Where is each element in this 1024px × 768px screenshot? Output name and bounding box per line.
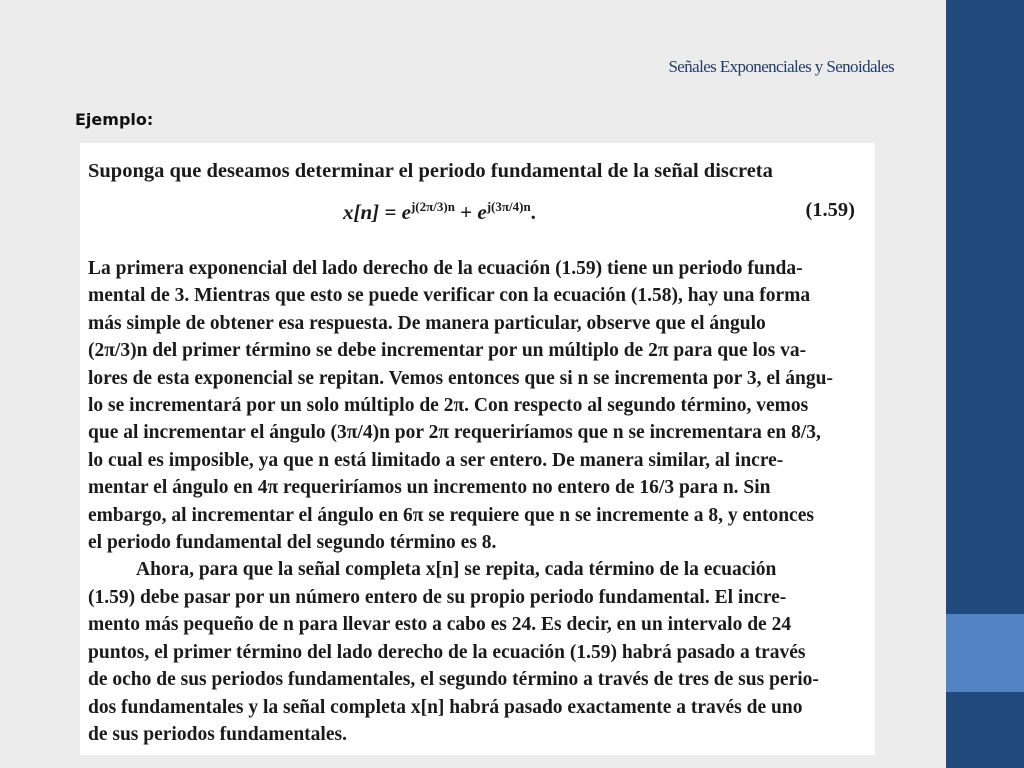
equation-plus: + bbox=[454, 200, 478, 224]
intro-sentence: Suponga que deseamos determinar el periodo fundamental de la señal discreta bbox=[88, 160, 773, 182]
text-line: mental de 3. Mientras que esto se puede verificar con la ecuación (1.58), hay una forma bbox=[88, 285, 811, 307]
sidebar-accent-block bbox=[946, 614, 1024, 692]
text-line: (1.59) debe pasar por un número entero de su propio periodo fundamental. El incre- bbox=[88, 586, 787, 608]
equation-end: . bbox=[530, 200, 536, 224]
text-line: más simple de obtener esa respuesta. De manera particular, observe que el ángulo bbox=[88, 312, 766, 334]
text-line: La primera exponencial del lado derecho de la ecuación (1.59) tiene un periodo funda- bbox=[88, 258, 803, 279]
text-line: embargo, al incrementar el ángulo en 6π se requiere que n se incremente a 8, y entonces bbox=[88, 504, 814, 526]
sidebar-decoration bbox=[946, 0, 1024, 768]
equation-row bbox=[88, 195, 863, 255]
paragraph-1 bbox=[88, 255, 863, 556]
text-line: de ocho de sus periodos fundamentales, el segundo término a través de tres de sus perio- bbox=[88, 669, 819, 691]
equation-term1-base: e bbox=[401, 200, 411, 224]
equation-lhs: x[n] = bbox=[343, 200, 402, 224]
equation-term2-base: e bbox=[477, 200, 487, 224]
equation bbox=[343, 199, 536, 225]
text-line: mentar el ángulo en 4π requeriríamos un incremento no entero de 16/3 para n. Sin bbox=[88, 477, 771, 499]
equation-term1-exponent: j(2π/3)n bbox=[410, 199, 455, 214]
document-excerpt bbox=[80, 143, 875, 755]
text-line: lo se incrementará por un solo múltiplo de 2π. Con respecto al segundo término, vemos bbox=[88, 395, 809, 417]
text-line: lores de esta exponencial se repitan. Vemos entonces que si n se incrementa por 3, el ángu- bbox=[88, 367, 833, 389]
equation-term2-exponent: j(3π/4)n bbox=[486, 199, 531, 214]
section-label: Ejemplo: bbox=[75, 110, 154, 129]
text-line: mento más pequeño de n para llevar esto a cabo es 24. Es decir, en un intervalo de 24 bbox=[88, 614, 792, 636]
text-line: de sus periodos fundamentales. bbox=[88, 723, 347, 745]
text-line: Ahora, para que la señal completa x[n] se repita, cada término de la ecuación bbox=[136, 559, 777, 581]
slide-title: Señales Exponenciales y Senoidales bbox=[668, 57, 894, 76]
text-line: el periodo fundamental del segundo término es 8. bbox=[88, 532, 497, 554]
text-line: que al incrementar el ángulo (3π/4)n por 2π requeriríamos que n se incrementara en 8/3, bbox=[88, 422, 821, 444]
text-line: lo cual es imposible, ya que n está limitado a ser entero. De manera similar, al incre- bbox=[88, 449, 784, 471]
equation-number: (1.59) bbox=[805, 199, 855, 221]
text-line: (2π/3)n del primer término se debe incrementar por un múltiplo de 2π para que los va- bbox=[88, 340, 807, 362]
text-line: puntos, el primer término del lado derecho de la ecuación (1.59) habrá pasado a través bbox=[88, 641, 806, 663]
paragraph-2 bbox=[88, 556, 863, 748]
text-line: dos fundamentales y la señal completa x[n] habrá pasado exactamente a través de uno bbox=[88, 696, 803, 718]
